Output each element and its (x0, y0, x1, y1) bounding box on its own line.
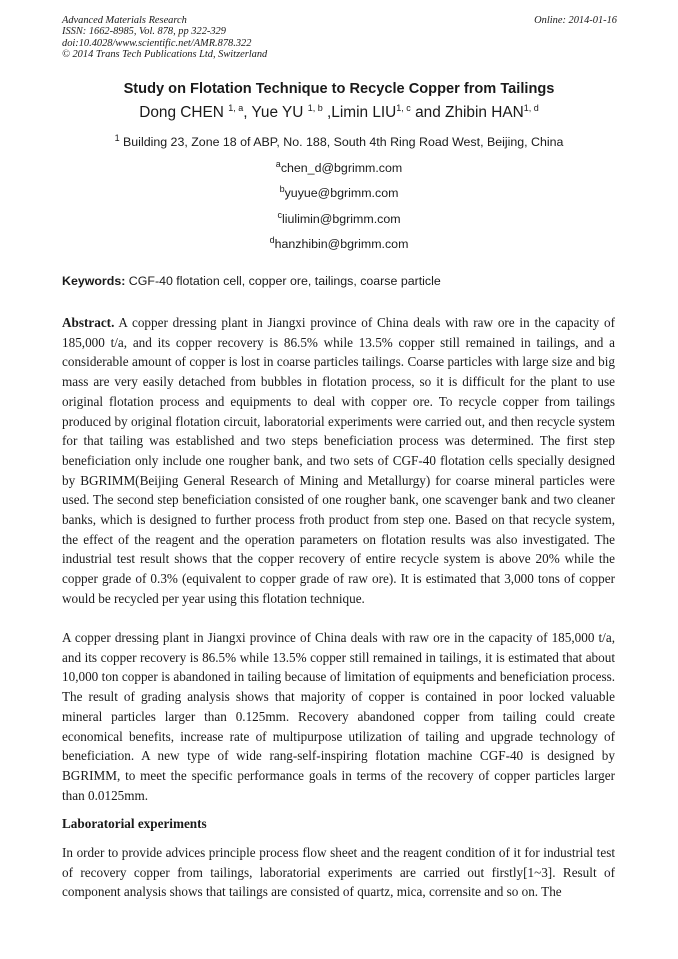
author-email (0, 235, 678, 251)
author-list (0, 103, 678, 122)
online-date: Online: 2014-01-16 (534, 15, 617, 26)
email-address: chen_d@bgrimm.com (280, 161, 403, 176)
author-email (0, 159, 678, 175)
author-separator: , (322, 104, 332, 122)
author-affil-marker: 1, a (228, 103, 244, 113)
keywords (62, 274, 617, 288)
author-affil-marker: 1, b (307, 103, 323, 113)
doi-line: doi:10.4028/www.scientific.net/AMR.878.322 (62, 37, 252, 49)
affiliation-marker: 1 (114, 133, 120, 143)
affiliation-address: Building 23, Zone 18 of ABP, No. 188, South 4th Ring Road West, Beijing, China (123, 135, 564, 150)
author-separator: and (410, 104, 446, 122)
author-affil-marker: 1, d (523, 103, 539, 113)
issn-line: ISSN: 1662-8985, Vol. 878, pp 322-329 (62, 26, 226, 38)
email-marker: d (269, 235, 275, 245)
author-name: Limin LIU (331, 104, 397, 122)
section-heading: Laboratorial experiments (62, 816, 207, 831)
author-name: Dong CHEN (139, 104, 224, 122)
email-marker: a (275, 159, 281, 169)
journal-name: Advanced Materials Research (62, 15, 187, 26)
author-affil-marker: 1, c (396, 103, 411, 113)
abstract (62, 313, 615, 609)
email-address: yuyue@bgrimm.com (284, 186, 399, 201)
keywords-label: Keywords: (62, 274, 126, 288)
email-marker: c (277, 210, 282, 220)
author-email (0, 210, 678, 226)
author-name: Yue YU (251, 104, 304, 122)
copyright-line: © 2014 Trans Tech Publications Ltd, Switzerland (62, 49, 268, 61)
author-name: Zhibin HAN (445, 104, 524, 122)
abstract-text: A copper dressing plant in Jiangxi province of China deals with raw ore in the capacity of 185,000 t/a, and its copper recovery is 86.5% while 13.5% copper still remained in tailings, and a considerable amount of copper is lost in coarse particles tailings. Coarse particles with large size and big mass are very easily detached from bubbles in flotation process, so it is difficult for the plant to use original flotation process and equipments to deal with copper ore. To recycle copper from tailings produced by original flotation circuit, laboratorial experiments were carried out, and then recycle system for that tailing was established and two steps beneficiation process was determined. The first step beneficiation only include one rougher bank, and two sets of CGF-40 flotation cells specially designed by BGRIMM(Beijing General Research of Mining and Metallurgy) for coarse mineral particles were used. The second step beneficiation consisted of one rougher bank, one scavenger bank and two cleaner banks, which is designed to further process froth product from step one. Based on that recycle system, the effect of the reagent and the operation parameters on flotation results was also investigated. The industrial test result shows that the copper recovery of entire recycle system is above 20% while the copper grade of 0.3% (equivalent to copper grade of raw ore). It is estimated that 3,000 tons of copper would be recycled per year using this flotation technique. (62, 315, 615, 606)
abstract-label: Abstract. (62, 315, 115, 330)
email-address: liulimin@bgrimm.com (281, 212, 401, 227)
intro-paragraph: A copper dressing plant in Jiangxi province of China deals with raw ore in the capacity of 185,000 t/a, and its copper recovery is 86.5% while 13.5% copper still remained in tailings, it is estimated that about 10,000 ton copper is abandoned in tailing because of limitation of equipments and beneficiation process. The result of grading analysis shows that majority of copper is contained in poor locked valuable mineral particles larger than 0.125mm. Recovery abandoned copper from tailing could create economical benefits, increase rate of multipurpose utilization of tailing and upgrade technology of beneficiation. A new type of wide rang-self-inspiring flotation machine CGF-40 is designed by BGRIMM, to meet the specific performance goals in terms of the recovery of copper particles larger than 0.0125mm. (62, 630, 615, 803)
author-separator: , (243, 104, 252, 122)
keywords-text: CGF-40 flotation cell, copper ore, tailings, coarse particle (125, 274, 441, 288)
section-paragraph: In order to provide advices principle process flow sheet and the reagent condition of it for industrial test of recovery copper from tailings, laboratorial experiments are carried out firstly[1~3]. Result of component analysis shows that tailings are consisted of quartz, mica, corrensite and so on. The (62, 845, 615, 900)
publication-info (62, 15, 267, 61)
author-email (0, 184, 678, 200)
affiliation (0, 133, 678, 149)
email-marker: b (279, 184, 285, 194)
paper-title: Study on Flotation Technique to Recycle Copper from Tailings (123, 81, 555, 97)
email-address: hanzhibin@bgrimm.com (274, 237, 409, 252)
